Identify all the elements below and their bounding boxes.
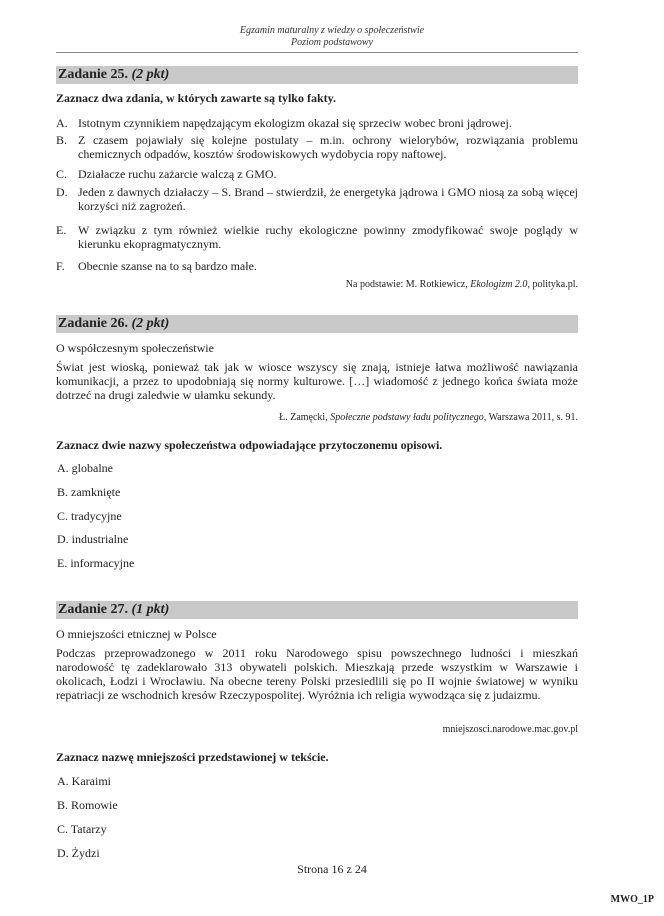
- task-26-answer-c[interactable]: C. tradycyjne: [57, 509, 122, 523]
- task-25-source: Na podstawie: M. Rotkiewicz, Ekologizm 2.0, polityka.pl.: [345, 279, 578, 290]
- task-27-header: [56, 601, 578, 619]
- task-25-title: Zadanie 25.: [58, 67, 129, 82]
- task-27-title: Zadanie 27.: [58, 602, 129, 617]
- page-header: [0, 25, 664, 49]
- task-27-question: Zaznacz nazwę mniejszości przedstawionej w tekście.: [56, 750, 329, 764]
- header-exam-title: Egzamin maturalny z wiedzy o społeczeństwie: [239, 25, 425, 36]
- page-number: Strona 16 z 24: [297, 862, 367, 876]
- task-27-points: (1 pkt): [131, 602, 170, 617]
- task-26-text: Świat jest wioską, ponieważ tak jak w wiosce wszyscy się znają, istnieje łatwa możliwość nawiązania komunikacji, a przez to upodobniają się normy kulturowe. […] wiadomość z jednego końca świata może dotrzeć na drugi zaledwie w ułamku sekundy.: [56, 360, 578, 402]
- task-25-points: (2 pkt): [131, 67, 170, 82]
- task-27-answer-d[interactable]: D. Żydzi: [57, 846, 100, 860]
- task-26-answer-a[interactable]: A. globalne: [57, 461, 113, 475]
- task-25-question: Zaznacz dwa zdania, w których zawarte są tylko fakty.: [56, 91, 336, 105]
- task-27-answer-a[interactable]: A. Karaimi: [57, 774, 111, 788]
- task-26-answer-b[interactable]: B. zamknięte: [57, 485, 121, 499]
- task-25-option-a[interactable]: A. Istotnym czynnikiem napędzającym ekologizm okazał się sprzeciw wobec broni jądrowej.: [56, 116, 512, 130]
- task-26-source: Ł. Zamęcki, Społeczne podstawy ładu politycznego, Warszawa 2011, s. 91.: [279, 412, 578, 423]
- task-25-option-e[interactable]: E. W związku z tym również wielkie ruchy ekologiczne powinny zmodyfikować swoje poglądy w kierunku ekopragmatycznym.: [56, 223, 578, 251]
- header-divider: [56, 52, 578, 53]
- task-25-option-b[interactable]: B. Z czasem pojawiały się kolejne postulaty – m.in. ochrony wielorybów, rozwiązania problemu chemicznych odpadów, kosztów środowiskowych wydobycia ropy naftowej.: [56, 133, 578, 161]
- task-27-answer-b[interactable]: B. Romowie: [57, 798, 118, 812]
- task-25-option-f[interactable]: F. Obecnie szanse na to są bardzo małe.: [56, 259, 257, 273]
- task-26-title: Zadanie 26.: [58, 316, 129, 331]
- task-26-answer-d[interactable]: D. industrialne: [57, 532, 129, 546]
- task-26-question: Zaznacz dwie nazwy społeczeństwa odpowiadające przytoczonemu opisowi.: [56, 438, 443, 452]
- task-27-text: Podczas przeprowadzonego w 2011 roku Narodowego spisu powszechnego ludności i mieszkań narodowość tę zadeklarowało 313 obywateli polskich. Mieszkają przede wszystkim w Warszawie i okolicach, Łodzi i Wrocławiu. Na obecne tereny Polski przesiedlili się po II wojnie światowej w wyniku repatriacji ze wschodnich kresów Rzeczypospolitej. Wyróżnia ich religia wywodząca się z judaizmu.: [56, 646, 578, 702]
- task-27-answer-c[interactable]: C. Tatarzy: [57, 822, 107, 836]
- task-26-points: (2 pkt): [131, 316, 170, 331]
- task-26-answer-e[interactable]: E. informacyjne: [57, 556, 135, 570]
- task-25-option-c[interactable]: C. Działacze ruchu zażarcie walczą z GMO.: [56, 167, 277, 181]
- task-25-header: [56, 66, 578, 84]
- task-26-header: [56, 315, 578, 333]
- task-27-source: mniejszosci.narodowe.mac.gov.pl: [442, 724, 578, 735]
- task-27-intro: O mniejszości etnicznej w Polsce: [56, 627, 217, 641]
- task-26-intro: O współczesnym społeczeństwie: [56, 341, 214, 355]
- header-level: Poziom podstawowy: [291, 37, 373, 48]
- task-25-option-d[interactable]: D. Jeden z dawnych działaczy – S. Brand – stwierdził, że energetyka jądrowa i GMO niosą za sobą więcej korzyści niż zagrożeń.: [56, 185, 578, 213]
- exam-code: MWO_1P: [610, 894, 654, 905]
